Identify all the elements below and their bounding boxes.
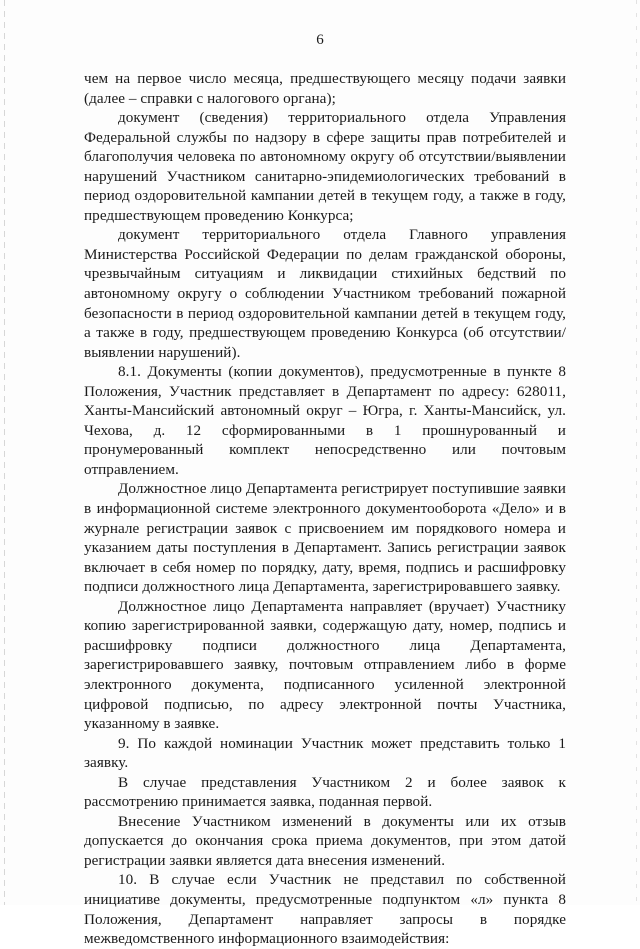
scan-edge-left	[4, 0, 5, 905]
paragraph-9-one-application: 9. По каждой номинации Участник может представить только 1 заявку.	[84, 734, 566, 772]
paragraph-changes-withdrawal: Внесение Участником изменений в документы или их отзыв допускается до окончания срока приема документов, при этом датой регистрации заявки является дата внесения изменений.	[84, 812, 566, 869]
paragraph-10-interagency-requests: 10. В случае если Участник не представил по собственной инициативе документы, предусмотренные подпунктом «л» пункта 8 Положения, Департамент направляет запросы в порядке межведомственного информационного взаимодействия:	[84, 871, 566, 948]
page-number: 6	[316, 32, 324, 48]
document-body	[84, 69, 566, 949]
paragraph-tax-certificate-continuation: чем на первое число месяца, предшествующего месяцу подачи заявки (далее – справки с налогового органа);	[84, 70, 566, 107]
paragraph-registration: Должностное лицо Департамента регистрирует поступившие заявки в информационной системе электронного документооборота «Дело» и в журнале регистрации заявок с присвоением им порядкового номера и указанием даты поступления в Департамент. Запись регистрации заявок включает в себя номер по порядку, дату, время, подпись и расшифровку подписи должностного лица Департамента, зарегистрировавшего заявку.	[84, 480, 566, 596]
paragraph-fire-safety-document: документ территориального отдела Главного управления Министерства Российской Федерации по делам гражданской обороны, чрезвычайным ситуациям и ликвидации стихийных бедствий по автономному округу о соблюдении Участником требований пожарной безопасности в период оздоровительной кампании детей в текущем году, а также в году, предшествующем проведению Конкурса (об отсутствии/выявлении нарушений).	[84, 226, 566, 361]
paragraph-multiple-applications: В случае представления Участником 2 и более заявок к рассмотрению принимается заявка, поданная первой.	[84, 773, 566, 811]
scan-edge-right	[636, 0, 637, 905]
paragraph-sanitary-document: документ (сведения) территориального отдела Управления Федеральной службы по надзору в сфере защиты прав потребителей и благополучия человека по автономному округу об отсутствии/выявлении нарушений Участником санитарно-эпидемиологических требований в период оздоровительной кампании детей в текущем году, а также в году, предшествующем проведению Конкурса;	[84, 109, 566, 224]
paragraph-8-1-submission: 8.1. Документы (копии документов), предусмотренные в пункте 8 Положения, Участник представляет в Департамент по адресу: 628011, Ханты-Мансийский автономный округ – Югра, г. Ханты-Мансийск, ул. Чехова, д. 12 сформированными в 1 прошнурованный и пронумерованный комплект непосредственно или почтовым отправлением.	[84, 363, 566, 478]
paragraph-copy-delivery: Должностное лицо Департамента направляет (вручает) Участнику копию зарегистрированной заявки, содержащую дату, номер, подпись и расшифровку подписи должностного лица Департамента, зарегистрировавшего заявку, почтовым отправлением либо в форме электронного документа, подписанного усиленной электронной цифровой подписью, по адресу электронной почты Участника, указанному в заявке.	[84, 597, 566, 733]
